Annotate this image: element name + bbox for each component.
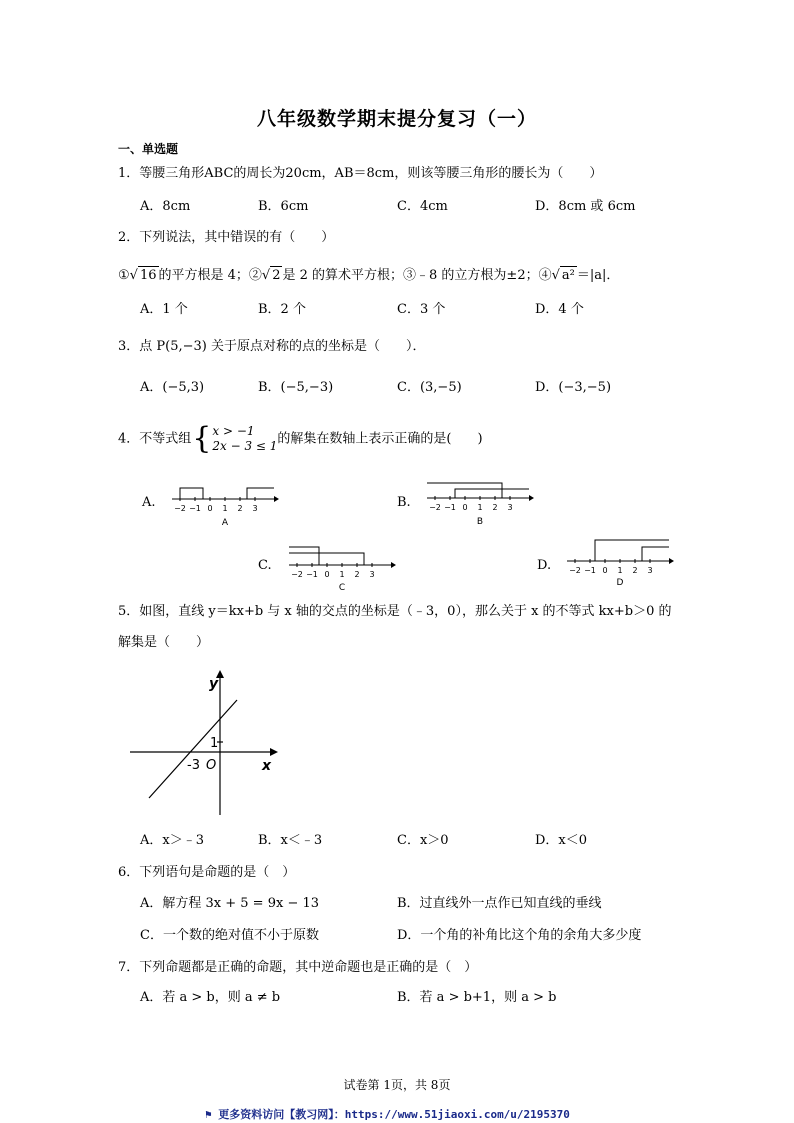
q3-option-d: D．(−3,−5) [535,380,612,395]
q2-option-c: C．3 个 [397,302,446,317]
q6-option-c: C．一个数的绝对值不小于原数 [140,928,319,943]
q2-s1-prefix: ① [118,268,130,283]
tick-label: 1 [617,566,623,575]
q5-option-a: A．x＞﹣3 [140,833,204,848]
inequality-2: 2x − 3 ≤ 1 [212,439,278,453]
q2-s1-text: 的平方根是 4；② [158,268,262,283]
q5-option-b: B．x＜﹣3 [258,833,323,848]
number-line-b [425,476,535,528]
tick-label: 2 [237,504,243,513]
tick-label: −1 [584,566,596,575]
tick-label: 1 [222,504,228,513]
tick-label: 0 [324,570,330,579]
q6-option-b: B．过直线外一点作已知直线的垂线 [397,896,602,911]
q7-option-b: B．若 a > b+1，则 a > b [397,990,557,1005]
number-line-d [565,534,677,589]
question-5-stem-line2: 解集是（ ） [118,635,210,650]
q5-linear-graph [125,670,285,820]
q6-option-d: D．一个角的补角比这个角的余角大多少度 [397,928,642,943]
sqrt-a2: √ a² [551,268,575,283]
question-2-statements [118,266,619,285]
q5-option-c: C．x＞0 [397,833,449,848]
q2-s2-text: 是 2 的算术平方根；③﹣8 的立方根为±2；④ [282,268,552,283]
q4-label-a: A. [142,495,156,510]
q4-stem-suffix: 的解集在数轴上表示正确的是( ) [277,431,483,447]
q6-option-a: A．解方程 3x + 5 = 9x − 13 [140,896,320,911]
question-7-stem: 7．下列命题都是正确的命题，其中逆命题也是正确的是（ ） [118,960,478,975]
tick-label: 3 [507,503,513,512]
tick-label: 0 [602,566,608,575]
q4-stem-prefix: 4．不等式组 [118,431,192,447]
tick-label: −1 [189,504,201,513]
q5-option-d: D．x＜0 [535,833,588,848]
sqrt-16: √ 16 [129,268,157,283]
sqrt-2: √ 2 [261,268,281,283]
q4-label-d: D. [537,558,552,573]
number-line-a [170,483,280,529]
question-4-stem: 4．不等式组{x > −1 2x − 3 ≤ 1的解集在数轴上表示正确的是( ) [118,421,483,456]
q1-option-a: A．8cm [140,199,191,214]
question-3-stem: 3．点 P(5,−3) 关于原点对称的点的坐标是（ ）． [118,339,426,354]
question-2-stem: 2．下列说法，其中错误的有（ ） [118,230,335,245]
number-line-c [287,540,402,592]
tick-label: 3 [369,570,375,579]
q1-option-b: B．6cm [258,199,309,214]
number-line-b-caption: B [476,517,484,527]
section-heading: 一、单选题 [118,142,179,156]
tick-label: 3 [252,504,258,513]
graph-y-label: y [209,676,219,692]
q4-label-c: C. [258,558,272,573]
tick-label: 2 [632,566,638,575]
tick-label: 1 [339,570,345,579]
question-5-stem-line1: 5．如图，直线 y＝kx+b 与 x 轴的交点的坐标是（﹣3，0），那么关于 x 的不等式 kx+b＞0 的 [118,604,672,619]
page-footer: 试卷第 1页，共 8页 [343,1078,451,1092]
number-line-c-caption: C [338,583,346,592]
q2-option-a: A．1 个 [140,302,188,317]
q2-s4-text: ＝|a|． [576,268,620,283]
tick-label: −2 [429,503,441,512]
q1-option-d: D．8cm 或 6cm [535,199,636,214]
graph-x-label: x [262,758,272,774]
graph-origin-label: O [206,758,217,773]
tick-label: 2 [354,570,360,579]
tick-label: 2 [492,503,498,512]
graph-neg3-label: -3 [187,758,200,773]
line-y-kx-b [149,700,237,798]
q3-option-c: C．(3,−5) [397,380,462,395]
graph-one-label: 1 [210,736,219,751]
q4-label-b: B. [397,495,411,510]
q3-option-a: A．(−5,3) [140,380,205,395]
inequality-1: x > −1 [212,424,255,438]
tick-label: −2 [291,570,303,579]
q2-option-d: D．4 个 [535,302,584,317]
tick-label: −2 [174,504,186,513]
tick-label: −1 [444,503,456,512]
tick-label: 0 [462,503,468,512]
q2-option-b: B．2 个 [258,302,306,317]
number-line-a-caption: A [221,518,229,528]
question-6-stem: 6．下列语句是命题的是（ ） [118,865,296,880]
number-line-d-caption: D [616,578,624,588]
tick-label: 3 [647,566,653,575]
tick-label: −1 [306,570,318,579]
q3-option-b: B．(−5,−3) [258,380,334,395]
question-1-stem: 1．等腰三角形ABC的周长为20cm，AB＝8cm，则该等腰三角形的腰长为（ ） [118,166,603,181]
q1-option-c: C．4cm [397,199,448,214]
tick-label: 1 [477,503,483,512]
page-title: 八年级数学期末提分复习（一） [256,108,537,130]
inequality-system [212,424,277,454]
tick-label: −2 [569,566,581,575]
q7-option-a: A．若 a > b，则 a ≠ b [140,990,281,1005]
promo-link[interactable]: ⚑ 更多资料访问【教习网】：https://www.51jiaoxi.com/u/2195370 [205,1108,570,1121]
tick-label: 0 [207,504,213,513]
